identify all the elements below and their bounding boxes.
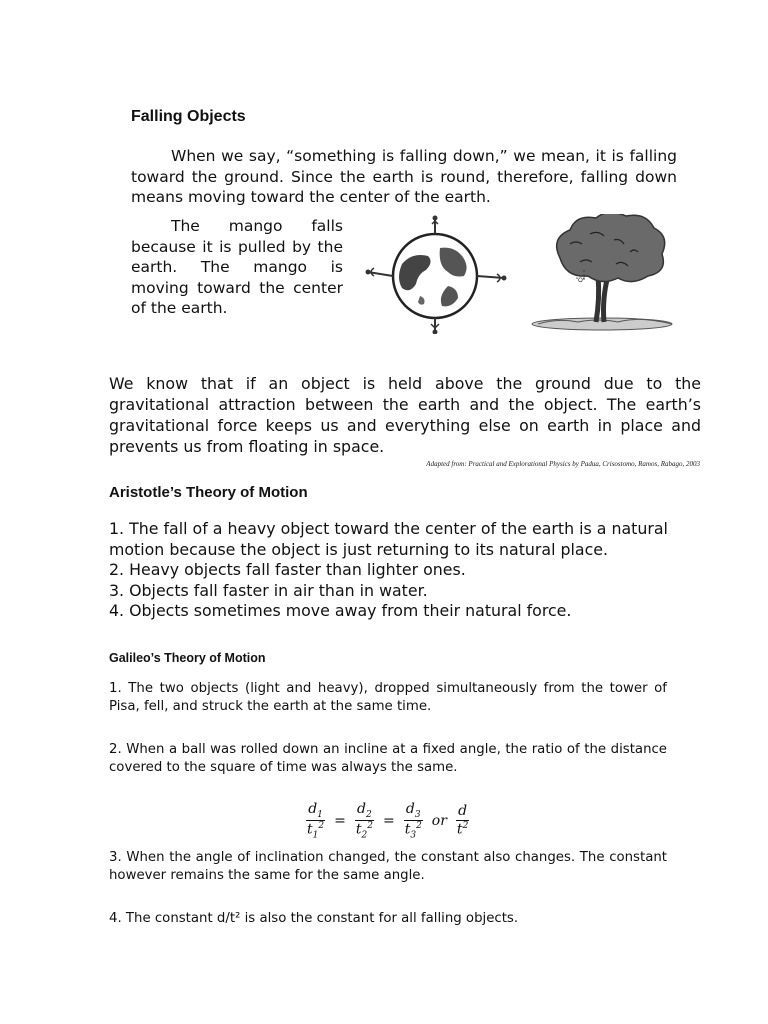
globe-illustration: [360, 214, 510, 334]
falling-objects-paragraph: When we say, “something is falling down,” we mean, it is falling toward the ground. Since the earth is round, therefore, falling down means moving toward the center of the earth.: [131, 147, 677, 207]
mango-tree-illustration: [530, 214, 680, 334]
tree-icon: [530, 214, 680, 334]
galileo-item: 2. When a ball was rolled down an incline at a fixed angle, the ratio of the distance covered to the square of time was always the same.: [109, 742, 667, 775]
equals-sign: =: [334, 813, 346, 829]
aristotle-item: 1. The fall of a heavy object toward the center of the earth is a natural motion because the object is just returning to its natural place.: [109, 519, 668, 559]
fraction-d1-t1: $\frac{d_1}{t_1^2}$: [307, 800, 325, 841]
gravity-paragraph: We know that if an object is held above the ground due to the gravitational attraction between the earth and the object. The earth’s gravitational force keeps us and everything else on earth in place and prevents us from floating in space.: [109, 374, 701, 456]
tree-label: "O": [576, 278, 585, 284]
equals-sign: =: [382, 813, 395, 829]
aristotle-item: 4. Objects sometimes move away from their natural force.: [109, 601, 572, 621]
aristotle-title: Aristotle’s Theory of Motion: [109, 484, 308, 501]
galileo-item: 3. When the angle of inclination changed, the constant also changes. The constant however remains the same for the same angle.: [109, 850, 667, 883]
aristotle-item: 3. Objects fall faster in air than in water.: [109, 580, 428, 600]
source-credit: Adapted from: Practical and Explorational Physics by Padua, Crisostomo, Ramos, Rabago, 2003: [426, 460, 700, 468]
galileo-title: Galileo’s Theory of Motion: [109, 651, 266, 665]
galileo-item: 1. The two objects (light and heavy), dropped simultaneously from the tower of Pisa, fell, and struck the earth at the same time.: [109, 681, 667, 714]
galileo-item: 4. The constant d/t² is also the constant for all falling objects.: [109, 911, 519, 926]
falling-objects-title: Falling Objects: [131, 108, 246, 125]
ratio-formula: [302, 800, 473, 842]
or-word: or: [431, 813, 447, 829]
fraction-d2-t2: $\frac{d_2}{t_2^2}$: [355, 800, 373, 841]
fraction-d-t: $\frac{d}{t^2}$: [456, 803, 469, 838]
mango-paragraph: The mango falls because it is pulled by the earth. The mango is moving toward the center of the earth.: [131, 217, 343, 318]
aristotle-item: 2. Heavy objects fall faster than lighter ones.: [109, 560, 466, 580]
aristotle-list: [109, 519, 709, 622]
fraction-d3-t3: $\frac{d_3}{t_3^2}$: [404, 800, 422, 841]
